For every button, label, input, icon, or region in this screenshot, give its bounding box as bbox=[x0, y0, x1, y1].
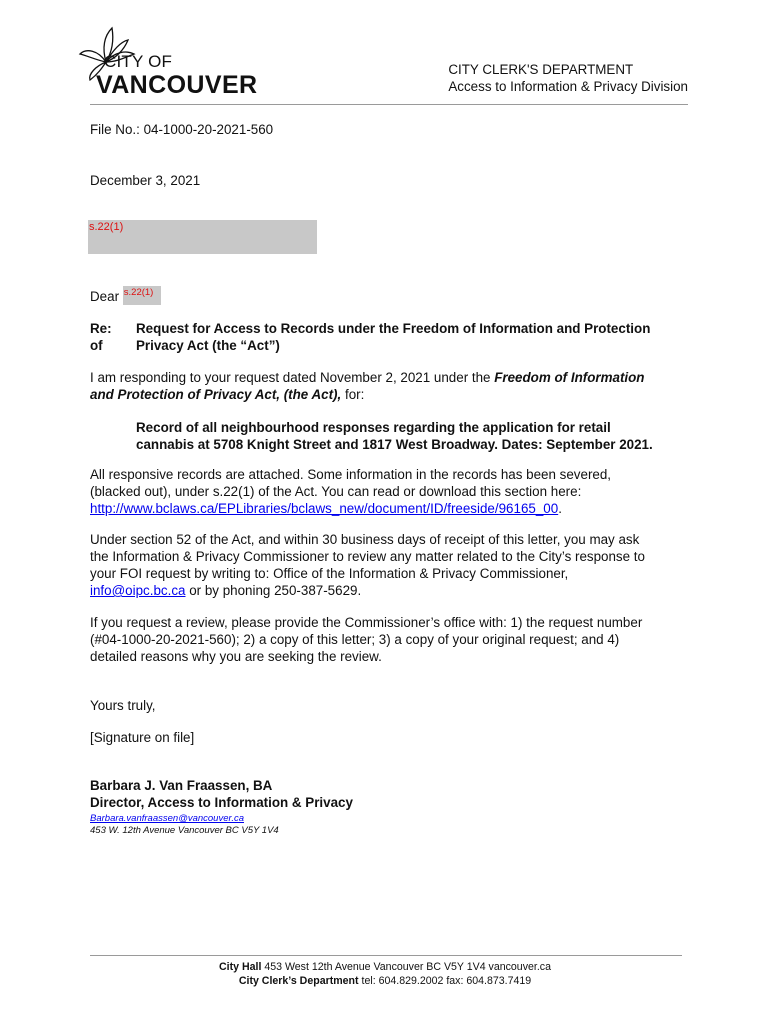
act-name-part1: Freedom of Information bbox=[494, 370, 645, 385]
para4-line1: If you request a review, please provide the Commissioner’s office with: 1) the request number bbox=[90, 615, 643, 630]
para1-suffix: for: bbox=[341, 387, 365, 402]
footer-line1 bbox=[0, 960, 770, 974]
signer-email-link[interactable]: Barbara.vanfraassen@vancouver.ca bbox=[90, 813, 244, 824]
para3-line2: the Information & Privacy Commissioner to review any matter related to the City’s response to bbox=[90, 549, 645, 564]
paragraph-request bbox=[90, 369, 645, 403]
paragraph-review-instructions bbox=[90, 614, 642, 665]
header-divider bbox=[90, 104, 688, 105]
bclaws-link[interactable]: http://www.bclaws.ca/EPLibraries/bclaws_new/document/ID/freeside/96165_00 bbox=[90, 501, 559, 516]
para3-line3: your FOI request by writing to: Office of the Information & Privacy Commissioner, bbox=[90, 566, 569, 581]
para2-line1: All responsive records are attached. Some information in the records has been severed, bbox=[90, 467, 612, 482]
subject-line2: Privacy Act (the “Act”) bbox=[136, 338, 280, 353]
file-number: File No.: 04-1000-20-2021-560 bbox=[90, 122, 274, 137]
city-of-vancouver-logo bbox=[76, 22, 256, 102]
salutation bbox=[90, 286, 161, 305]
signer-block bbox=[90, 777, 353, 837]
footer-cityhall-label: City Hall bbox=[219, 961, 262, 973]
closing: Yours truly, bbox=[90, 698, 156, 713]
logo-text-city-of: CITY OF bbox=[104, 52, 173, 71]
para1-text: I am responding to your request dated November 2, 2021 under the bbox=[90, 370, 495, 385]
department-header bbox=[448, 61, 688, 95]
act-name-part2: and Protection of Privacy Act, (the Act), bbox=[90, 387, 342, 402]
department-name: CITY CLERK'S DEPARTMENT bbox=[448, 62, 634, 77]
footer-contact: tel: 604.829.2002 fax: 604.873.7419 bbox=[358, 975, 532, 987]
link-suffix: . bbox=[558, 501, 562, 516]
re-label-line1: Re: bbox=[90, 321, 112, 336]
signer-name: Barbara J. Van Fraassen, BA bbox=[90, 778, 273, 793]
salutation-text: Dear bbox=[90, 289, 120, 304]
subject-line1: Request for Access to Records under the Freedom of Information and Protection bbox=[136, 321, 651, 336]
para3-line4: or by phoning 250-387-5629. bbox=[185, 583, 362, 598]
footer-divider bbox=[90, 955, 682, 956]
name-redaction bbox=[123, 286, 161, 305]
letter-date: December 3, 2021 bbox=[90, 173, 201, 188]
signature-placeholder: [Signature on file] bbox=[90, 730, 195, 745]
para4-line2: (#04-1000-20-2021-560); 2) a copy of this letter; 3) a copy of your original request; and 4) bbox=[90, 632, 620, 647]
para4-line3: detailed reasons why you are seeking the review. bbox=[90, 649, 382, 664]
request-line1: Record of all neighbourhood responses regarding the application for retail bbox=[136, 420, 611, 435]
footer-address: 453 West 12th Avenue Vancouver BC V5Y 1V4 vancouver.ca bbox=[261, 961, 551, 973]
footer-department-label: City Clerk’s Department bbox=[238, 975, 359, 987]
division-name: Access to Information & Privacy Division bbox=[448, 79, 688, 94]
footer-line2 bbox=[0, 974, 770, 988]
signer-title: Director, Access to Information & Privacy bbox=[90, 795, 353, 810]
re-label bbox=[90, 320, 112, 354]
redaction-label: s.22(1) bbox=[123, 287, 154, 298]
para3-line1: Under section 52 of the Act, and within 30 business days of receipt of this letter, you may ask bbox=[90, 532, 640, 547]
request-line2: cannabis at 5708 Knight Street and 1817 West Broadway. Dates: September 2021. bbox=[136, 437, 653, 452]
re-label-line2: of bbox=[90, 338, 103, 353]
address-redaction bbox=[88, 220, 317, 254]
para2-line2: (blacked out), under s.22(1) of the Act. You can read or download this section here: bbox=[90, 484, 582, 499]
oipc-email-link[interactable]: info@oipc.bc.ca bbox=[90, 583, 186, 598]
paragraph-review-rights bbox=[90, 531, 645, 599]
subject bbox=[136, 320, 650, 354]
logo-text-vancouver: VANCOUVER bbox=[96, 71, 258, 99]
redaction-label: s.22(1) bbox=[89, 221, 124, 233]
paragraph-severed bbox=[90, 466, 611, 517]
request-description bbox=[136, 419, 653, 453]
signer-address: 453 W. 12th Avenue Vancouver BC V5Y 1V4 bbox=[90, 825, 279, 836]
